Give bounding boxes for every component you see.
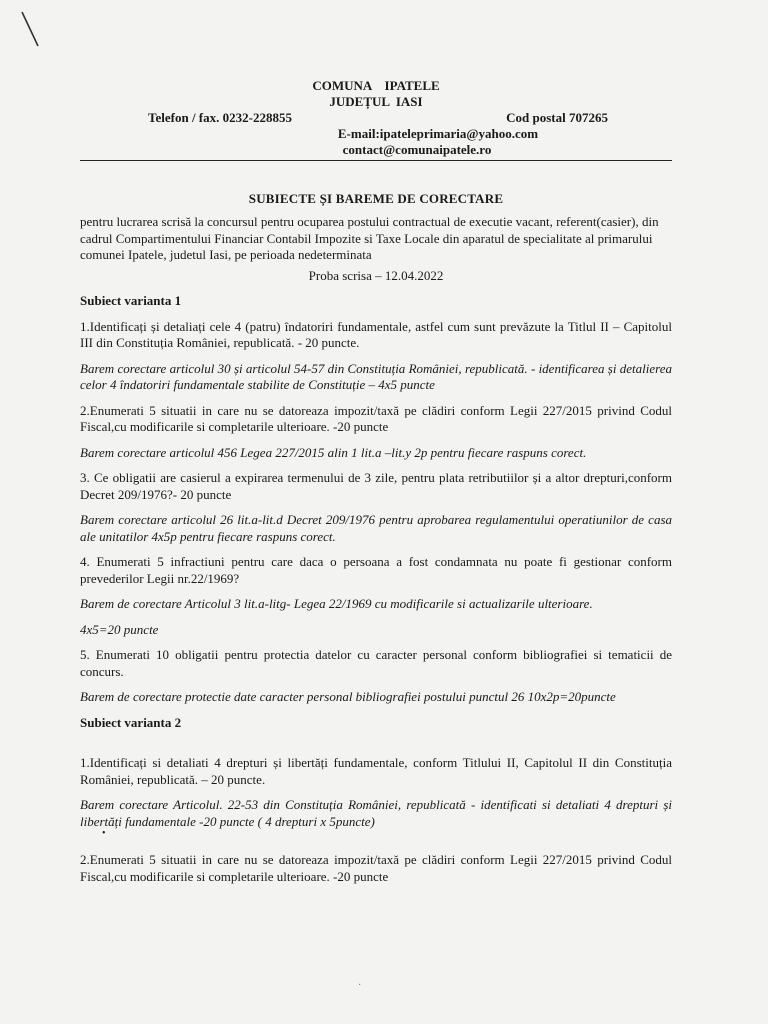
variant-2-heading: Subiect varianta 2 bbox=[80, 714, 182, 730]
header-contact-row bbox=[80, 110, 672, 126]
header-contact-email: contact@comunaipatele.ro bbox=[342, 142, 492, 157]
v1-grading-4: Barem de corectare Articolul 3 lit.a-litg- Legea 22/1969 cu modificarile si actualizarile ulterioare. bbox=[80, 596, 593, 611]
v1-grading-2: Barem corectare articolul 456 Legea 227/2015 alin 1 lit.a –lit.y 2p pentru fiecare raspuns corect. bbox=[80, 444, 587, 460]
variant-1-heading: Subiect varianta 1 bbox=[80, 293, 182, 308]
v1-grading-1: Barem corectare articolul 30 și articolul 54-57 din Constituția României, republicată. - identificarea și detalierea celor 4 îndatoriri fundamentale stabilite de Constituție – 4x5 puncte bbox=[80, 360, 672, 392]
v2-question-1: 1.Identificați si detaliati 4 drepturi și libertăți fundamentale, conform Titlului II, Capitolul II din Constituția României, republicată. – 20 puncte. bbox=[80, 755, 672, 787]
header-commune: COMUNA IPATELE bbox=[312, 78, 440, 93]
header-email: E-mail:ipateleprimaria@yahoo.com bbox=[337, 126, 539, 141]
v1-question-2: 2.Enumerati 5 situatii in care nu se datoreaza impozit/taxă pe clădiri conform Legii 227/2015 privind Codul Fiscal,cu modificarile si completarile ulterioare. -20 puncte bbox=[80, 402, 672, 434]
scan-pen-mark bbox=[18, 10, 48, 50]
v1-grading-4-points: 4x5=20 puncte bbox=[80, 621, 159, 637]
v1-question-4: 4. Enumerati 5 infractiuni pentru care daca o persoana a fost condamnata nu poate fi gestionar conform prevederilor Legii nr.22/1969? bbox=[80, 554, 672, 586]
exam-date: Proba scrisa – 12.04.2022 bbox=[308, 267, 444, 283]
header-divider bbox=[80, 160, 672, 161]
v1-grading-5: Barem de corectare protectie date caracter personal bibliografiei postului punctul 26 10x2p=20puncte bbox=[80, 689, 616, 704]
header-phone: Telefon / fax. 0232-228855 bbox=[148, 110, 292, 125]
intro-paragraph: pentru lucrarea scrisă la concursul pentru ocuparea postului contractual de executie vacant, referent(casier), din cadrul Compartimentului Financiar Contabil Impozite si Taxe Locale din aparatul de specialitate al primarului comunei Ipatele, judetul Iasi, pe perioada nedeterminata bbox=[80, 214, 659, 262]
document-page bbox=[80, 78, 672, 885]
header-county: JUDEȚUL IASI bbox=[329, 94, 423, 109]
v2-grading-1: Barem corectare Articolul. 22-53 din Constituția României, republicată - identificati si detaliati 4 drepturi și libertăți fundamentale -20 puncte ( 4 drepturi x 5puncte) bbox=[80, 797, 672, 829]
v1-question-5: 5. Enumerati 10 obligatii pentru protectia datelor cu caracter personal conform bibliografiei si tematicii de concurs. bbox=[80, 647, 672, 679]
v1-grading-3: Barem corectare articolul 26 lit.a-lit.d Decret 209/1976 pentru aprobarea regulamentului operatiunilor de casa ale unitatilor 4x5p pentru fiecare raspuns corect. bbox=[80, 512, 672, 544]
scan-dot-mark: · bbox=[358, 980, 362, 991]
v1-question-1: 1.Identificați și detaliați cele 4 (patru) îndatoriri fundamentale, astfel cum sunt prevăzute la Titlul II – Capitolul III din Constituția României, republicată. - 20 puncte. bbox=[80, 318, 672, 350]
stray-bullet: • bbox=[102, 828, 106, 839]
document-title: SUBIECTE ȘI BAREME DE CORECTARE bbox=[248, 191, 504, 206]
v2-question-2: 2.Enumerati 5 situatii in care nu se datoreaza impozit/taxă pe clădiri conform Legii 227/2015 privind Codul Fiscal,cu modificarile si completarile ulterioare. -20 puncte bbox=[80, 852, 672, 884]
header-postal-code: Cod postal 707265 bbox=[506, 110, 608, 125]
v1-question-3: 3. Ce obligatii are casierul a expirarea termenului de 3 zile, pentru plata retributiilor și a altor drepturi,conform Decret 209/1976?- 20 puncte bbox=[80, 470, 672, 502]
